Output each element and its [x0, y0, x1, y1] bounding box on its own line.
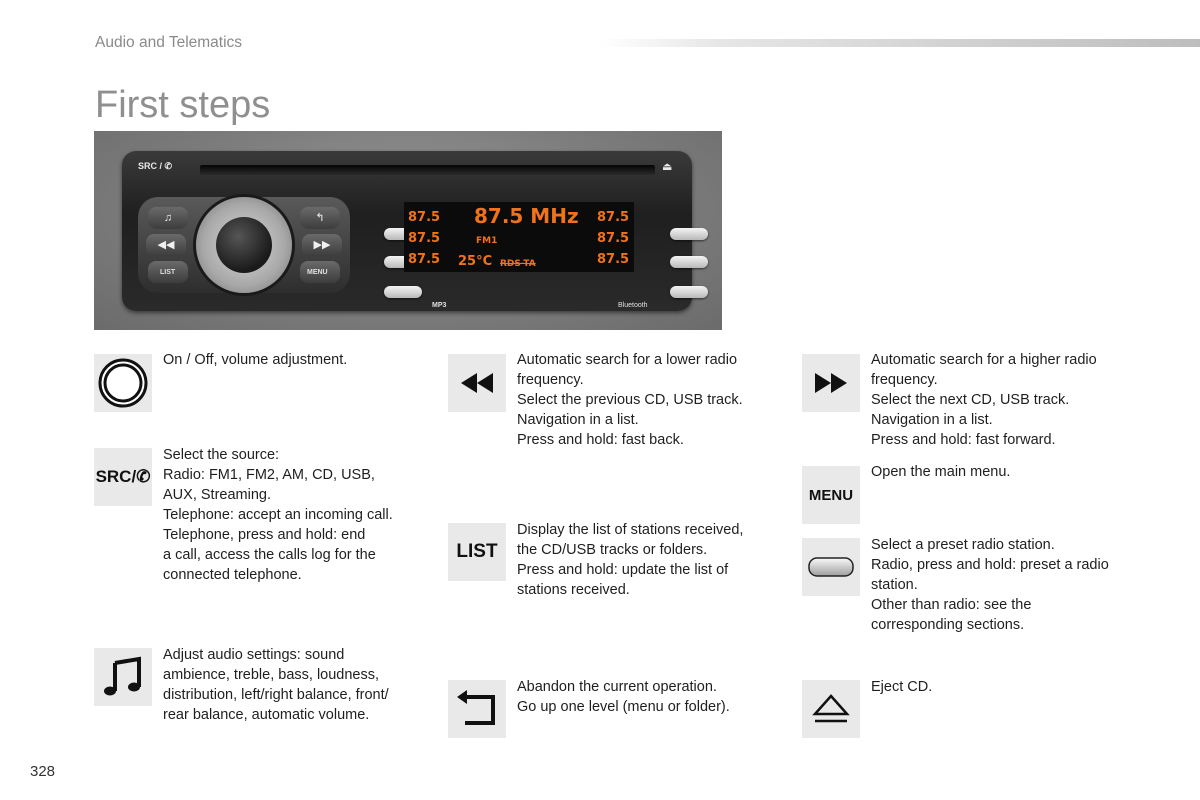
- panel-preset-6: [670, 286, 708, 298]
- preset-button-icon: [807, 556, 855, 578]
- panel-mp3-label: MP3: [432, 302, 447, 309]
- audio-description: Adjust audio settings: sound ambience, treble, bass, loudness, distribution, left/right balance, front/ rear balance, automatic volume.: [163, 647, 389, 723]
- header-bar: [600, 39, 1200, 47]
- panel-eject-icon: ⏏: [662, 161, 673, 173]
- audio-icon-box: [94, 648, 152, 706]
- panel-volume-knob: [196, 197, 292, 293]
- lcd-temperature: 25°C: [458, 254, 493, 269]
- lcd-preset-2: 87.5: [408, 231, 441, 246]
- lcd-main-frequency: 87.5 MHz: [474, 204, 579, 228]
- lcd-preset-6: 87.5: [597, 252, 630, 267]
- lcd-preset-3: 87.5: [408, 252, 441, 267]
- next-icon-box: [802, 354, 860, 412]
- back-return-icon: [455, 689, 499, 729]
- panel-list-label: LIST: [160, 269, 176, 276]
- src-phone-icon: SRC/✆: [95, 467, 151, 486]
- eject-description: Eject CD.: [871, 679, 933, 695]
- control-pad: [138, 197, 350, 293]
- panel-menu-label: MENU: [307, 269, 328, 276]
- panel-music-icon: ♫: [148, 207, 188, 229]
- eject-icon: [811, 692, 851, 726]
- src-icon-box: [94, 448, 152, 506]
- preset-icon-box: [802, 538, 860, 596]
- rewind-icon: [459, 371, 495, 395]
- lcd-preset-1: 87.5: [408, 210, 441, 225]
- lcd-preset-4: 87.5: [597, 210, 630, 225]
- page-title: First steps: [95, 84, 271, 126]
- list-description: Display the list of stations received, the CD/USB tracks or folders. Press and hold: update the list of stations received.: [517, 522, 744, 598]
- volume-knob-icon: [96, 356, 150, 410]
- radio-panel-illustration: [94, 131, 722, 330]
- lcd-display: [404, 202, 634, 272]
- prev-description: Automatic search for a lower radio frequency. Select the previous CD, USB track. Navigation in a list. Press and hold: fast back.: [517, 352, 743, 448]
- panel-preset-4: [670, 228, 708, 240]
- list-icon: LIST: [456, 541, 498, 562]
- preset-description: Select a preset radio station. Radio, press and hold: preset a radio station. Other than radio: see the corresponding sections.: [871, 537, 1109, 633]
- next-description: Automatic search for a higher radio frequency. Select the next CD, USB track. Navigation in a list. Press and hold: fast forward.: [871, 352, 1097, 448]
- lcd-band: FM1: [476, 236, 498, 246]
- menu-icon: MENU: [808, 486, 854, 504]
- src-description: Select the source: Radio: FM1, FM2, AM, CD, USB, AUX, Streaming. Telephone: accept an incoming call. Telephone, press and hold: end a call, access the calls log for the connected telephone.: [163, 447, 393, 583]
- panel-preset-3: [384, 286, 422, 298]
- music-note-icon: [101, 655, 145, 699]
- panel-next-icon: ▶▶: [302, 234, 342, 256]
- list-icon-box: [448, 523, 506, 581]
- menu-icon-box: [802, 466, 860, 524]
- panel-src-label: SRC / ✆: [138, 161, 173, 171]
- lcd-preset-5: 87.5: [597, 231, 630, 246]
- menu-description: Open the main menu.: [871, 464, 1011, 480]
- radio-faceplate: [122, 151, 692, 311]
- knob-icon-box: [94, 354, 152, 412]
- back-icon-box: [448, 680, 506, 738]
- panel-bluetooth-label: Bluetooth: [618, 302, 648, 309]
- cd-slot: [200, 165, 655, 175]
- lcd-rds: RDS-TA: [500, 259, 536, 269]
- panel-preset-5: [670, 256, 708, 268]
- back-description: Abandon the current operation. Go up one level (menu or folder).: [517, 679, 730, 715]
- panel-prev-icon: ◀◀: [146, 234, 186, 256]
- eject-icon-box: [802, 680, 860, 738]
- fast-forward-icon: [813, 371, 849, 395]
- knob-description: On / Off, volume adjustment.: [163, 352, 348, 368]
- panel-back-icon: ↰: [300, 207, 340, 229]
- page-number: 328: [30, 763, 56, 780]
- prev-icon-box: [448, 354, 506, 412]
- section-title: Audio and Telematics: [95, 34, 243, 51]
